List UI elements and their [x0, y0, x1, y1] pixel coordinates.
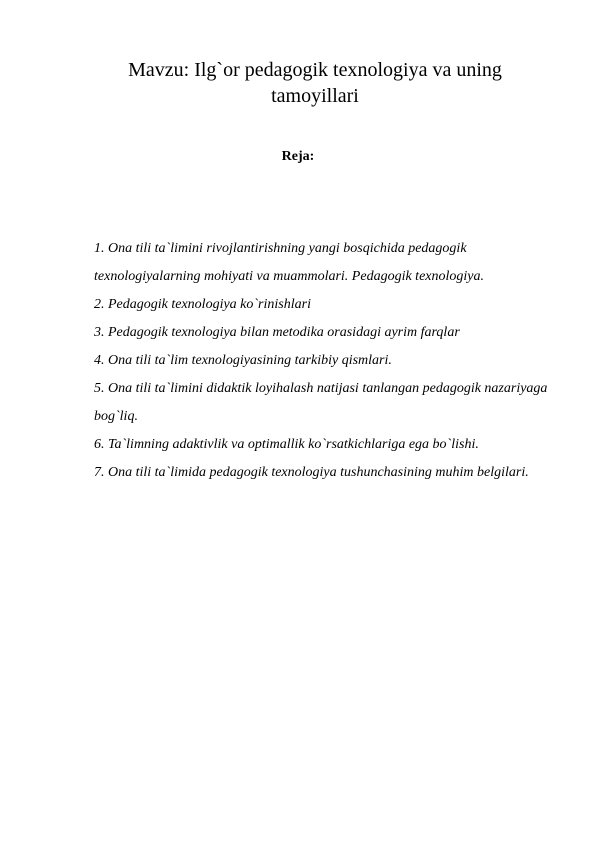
plan-item-3: 3. Pedagogik texnologiya bilan metodika orasidagi ayrim farqlar	[94, 325, 460, 340]
document-title	[100, 57, 530, 109]
title-line-1: Mavzu: Ilg`or pedagogik texnologiya va uning	[128, 59, 502, 81]
title-line-2: tamoyillari	[271, 85, 359, 107]
plan-heading: Reja:	[281, 149, 315, 164]
plan-item-6: 6. Ta`limning adaktivlik va optimallik ko`rsatkichlariga ega bo`lishi.	[94, 437, 479, 452]
plan-item-2: 2. Pedagogik texnologiya ko`rinishlari	[94, 297, 311, 312]
plan-list	[94, 235, 554, 487]
plan-item-5: 5. Ona tili ta`limini didaktik loyihalash natijasi tanlangan pedagogik nazariyaga bog`liq.	[94, 381, 548, 424]
plan-item-1: 1. Ona tili ta`limini rivojlantirishning yangi bosqichida pedagogik texnologiyalarning mohiyati va muammolari. Pedagogik texnologiya.	[94, 241, 484, 284]
plan-item-7: 7. Ona tili ta`limida pedagogik texnologiya tushunchasining muhim belgilari.	[94, 465, 529, 480]
plan-item-4: 4. Ona tili ta`lim texnologiyasining tarkibiy qismlari.	[94, 353, 392, 368]
